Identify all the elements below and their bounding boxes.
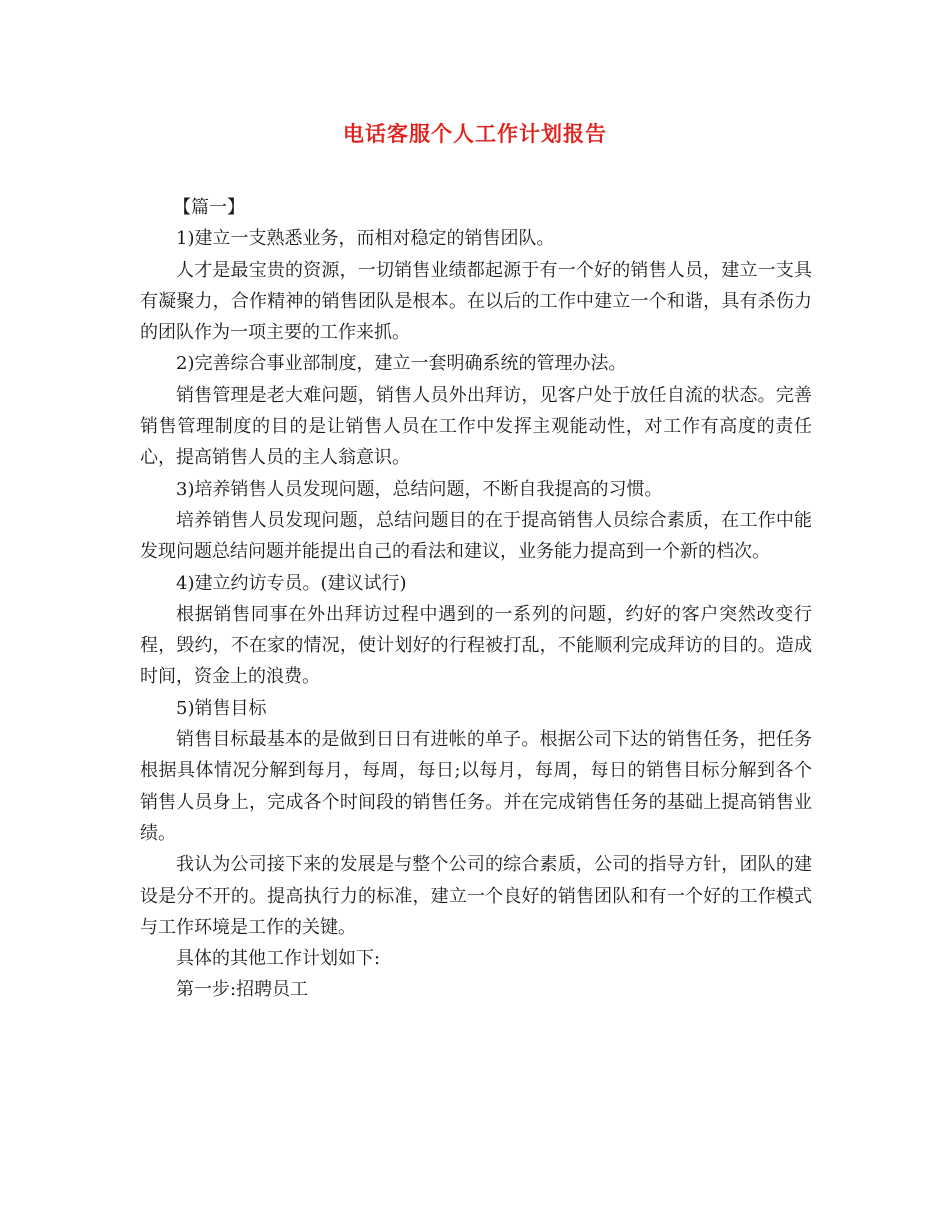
point-heading-4: 4)建立约访专员。(建议试行)	[176, 572, 407, 594]
point-body-5: 销售目标最基本的是做到日日有进帐的单子。根据公司下达的销售任务，把任务根据具体情况分解到每月，每周，每日;以每月，每周，每日的销售目标分解到各个销售人员身上，完成各个时间段的销售任务。并在完成销售任务的基础上提高销售业绩。	[140, 729, 812, 844]
plan-intro: 具体的其他工作计划如下:	[176, 948, 381, 970]
point-heading-2: 2)完善综合事业部制度，建立一套明确系统的管理办法。	[176, 353, 627, 375]
document-body	[140, 192, 812, 1006]
point-heading-1: 1)建立一支熟悉业务，而相对稳定的销售团队。	[176, 228, 555, 250]
point-body-4: 根据销售同事在外出拜访过程中遇到的一系列的问题，约好的客户突然改变行程，毁约，不在家的情况，使计划好的行程被打乱，不能顺利完成拜访的目的。造成时间，资金上的浪费。	[140, 603, 812, 688]
point-body-2: 销售管理是老大难问题，销售人员外出拜访，见客户处于放任自流的状态。完善销售管理制度的目的是让销售人员在工作中发挥主观能动性，对工作有高度的责任心，提高销售人员的主人翁意识。	[140, 384, 812, 469]
point-heading-5: 5)销售目标	[176, 697, 267, 719]
section-heading: 【篇一】	[173, 197, 245, 218]
point-body-1: 人才是最宝贵的资源，一切销售业绩都起源于有一个好的销售人员，建立一支具有凝聚力，合作精神的销售团队是根本。在以后的工作中建立一个和谐，具有杀伤力的团队作为一项主要的工作来抓。	[140, 259, 812, 344]
summary-paragraph: 我认为公司接下来的发展是与整个公司的综合素质，公司的指导方针，团队的建设是分不开的。提高执行力的标准，建立一个良好的销售团队和有一个好的工作模式与工作环境是工作的关键。	[140, 854, 812, 938]
plan-step-1: 第一步:招聘员工	[176, 979, 309, 1001]
point-heading-3: 3)培养销售人员发现问题，总结问题，不断自我提高的习惯。	[176, 478, 663, 500]
point-body-3: 培养销售人员发现问题，总结问题目的在于提高销售人员综合素质，在工作中能发现问题总结问题并能提出自己的看法和建议，业务能力提高到一个新的档次。	[140, 509, 812, 563]
document-title: 电话客服个人工作计划报告	[343, 122, 607, 146]
